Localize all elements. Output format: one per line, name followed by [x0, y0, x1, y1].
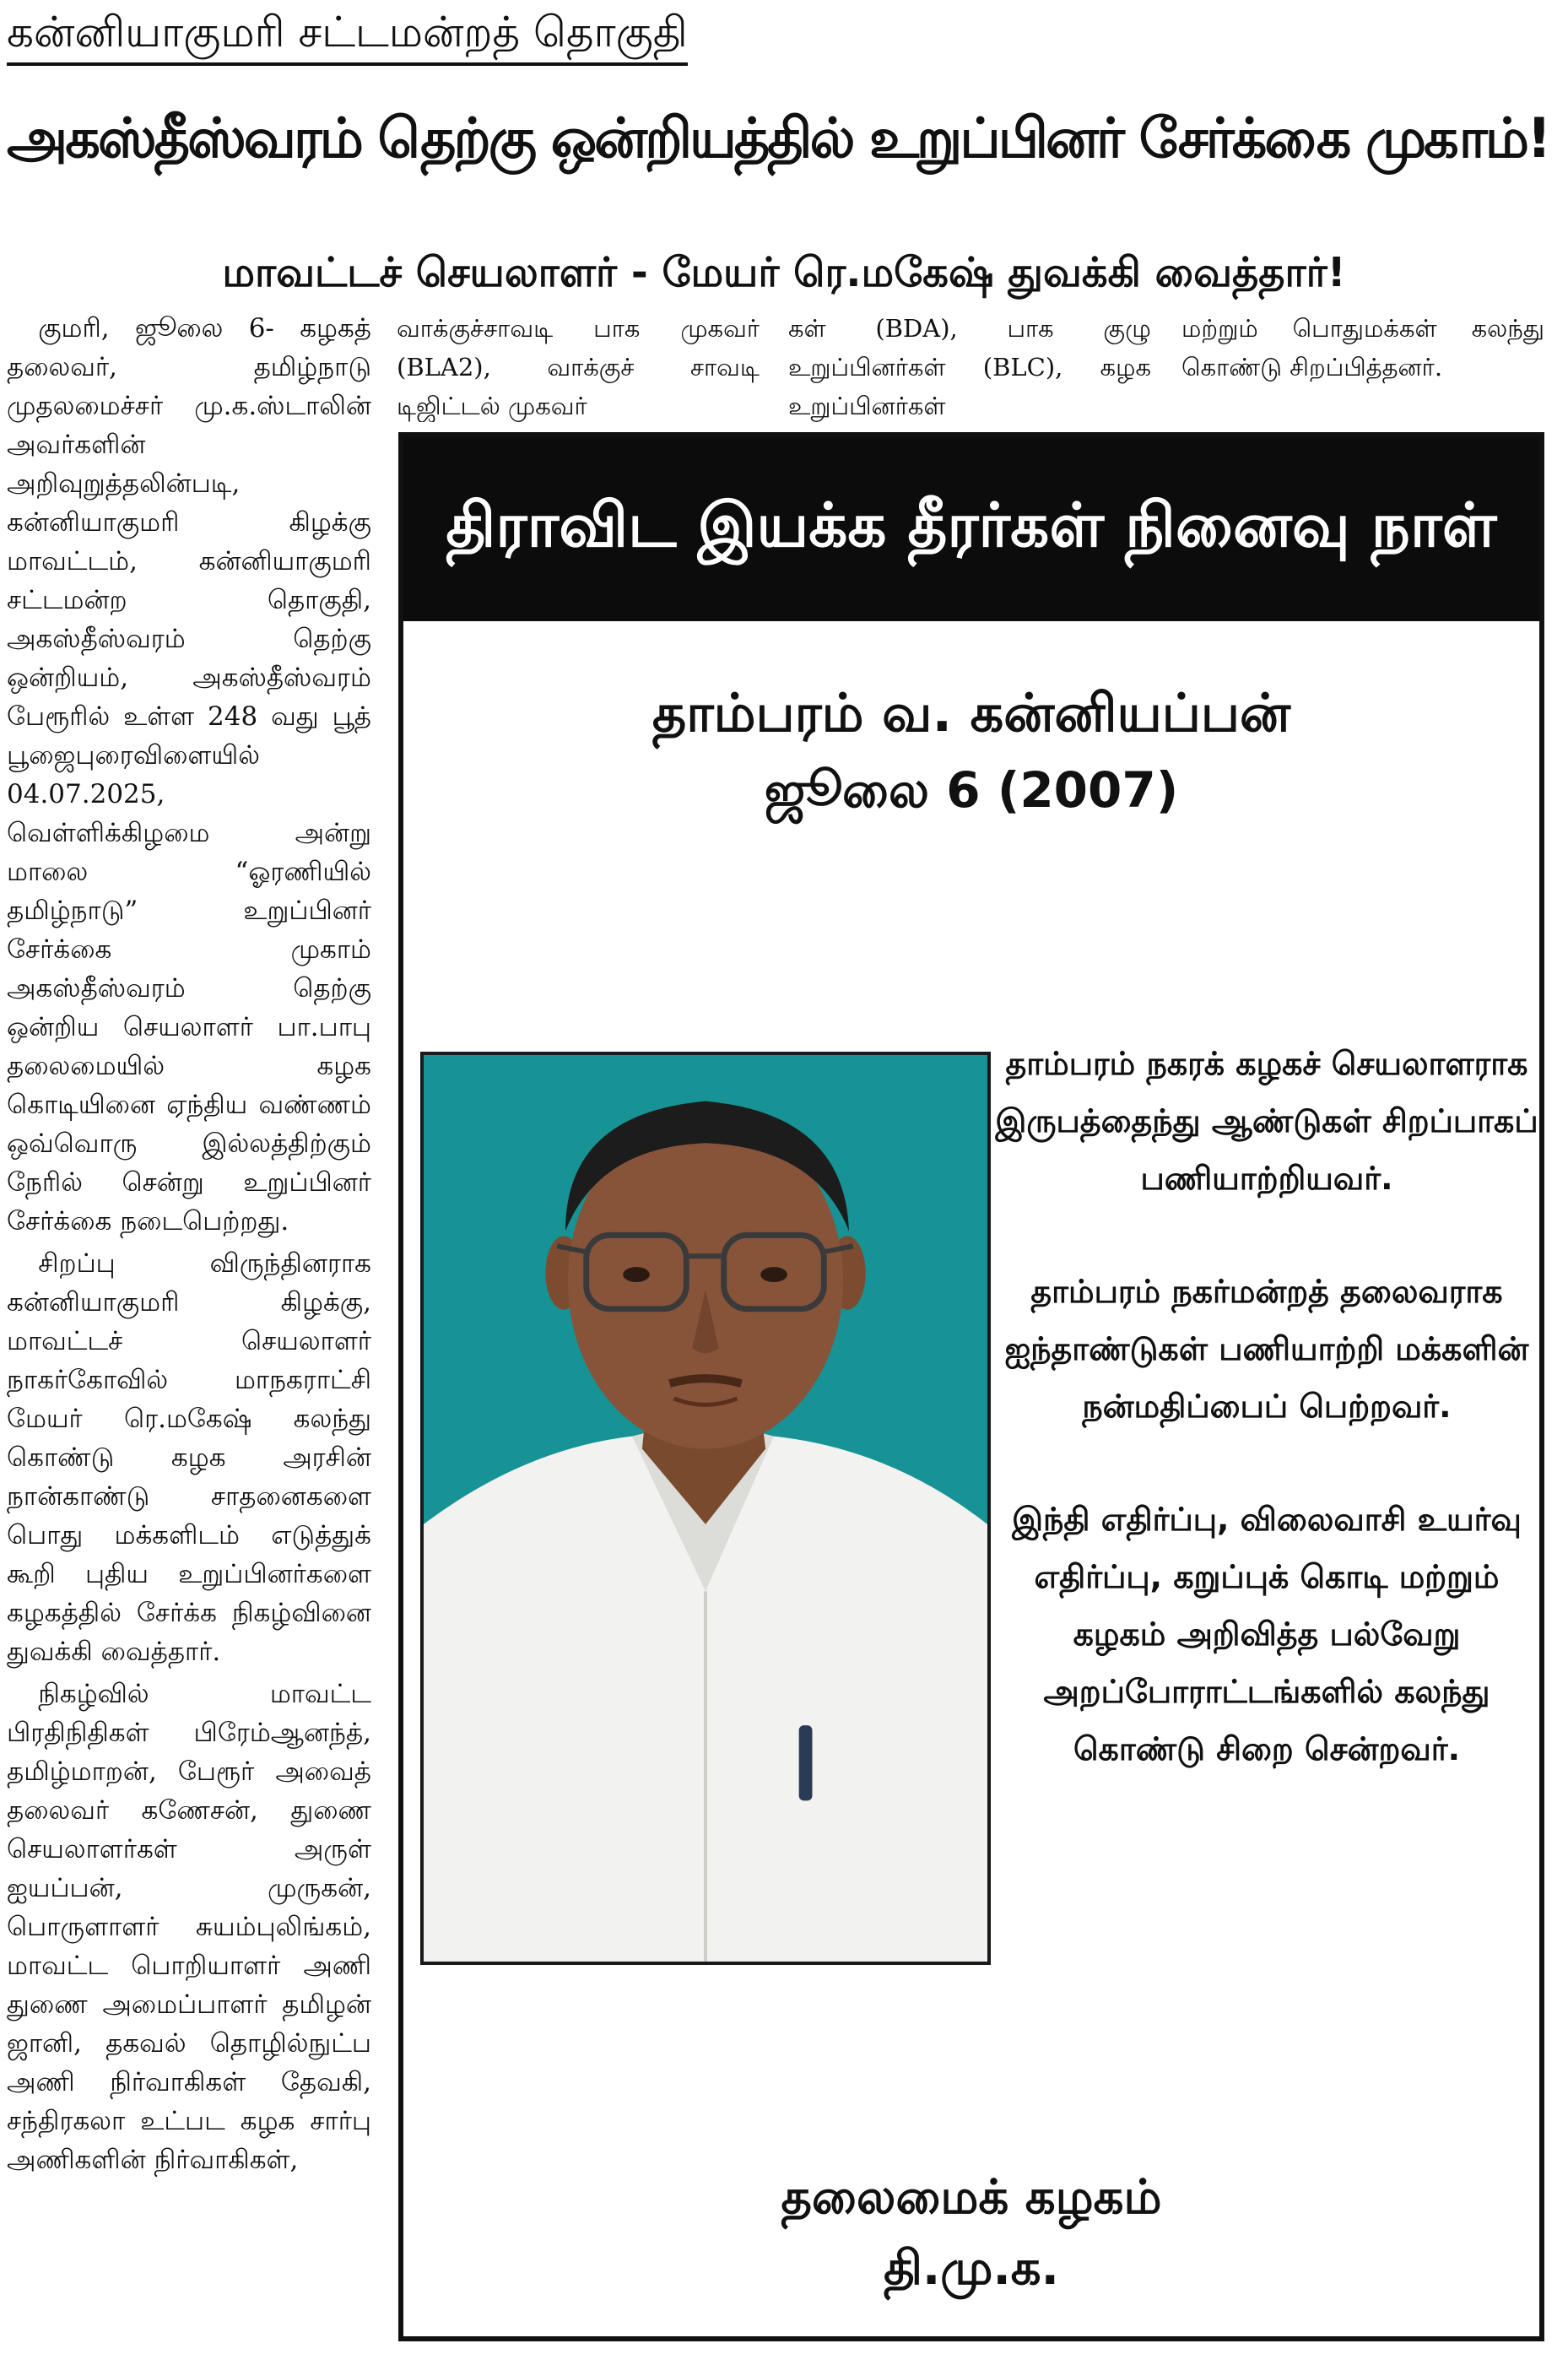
article-continuation-col-3: மற்றும் பொதுமக்கள் கலந்து கொண்டு சிறப்பித்தனர்.	[1181, 314, 1544, 382]
section-label: கன்னியாகுமரி சட்டமன்றத் தொகுதி	[7, 5, 688, 66]
footer-org-line: தலைமைக் கழகம்	[781, 2170, 1162, 2225]
headline: அகஸ்தீஸ்வரம் தெற்கு ஒன்றியத்தில் உறுப்பினர் சேர்க்கை முகாம்!	[7, 107, 1549, 170]
memorial-bio	[994, 1035, 1539, 1833]
bio-paragraph-3: இந்தி எதிர்ப்பு, விலைவாசி உயர்வு எதிர்ப்பு, கறுப்புக் கொடி மற்றும் கழகம் அறிவித்த பல்வேறு அறப்போராட்டங்களில் கலந்து கொண்டு சிறை சென்றவர்.	[1012, 1501, 1522, 1767]
article-paragraph-1: குமரி, ஜூலை 6- கழகத் தலைவர், தமிழ்நாடு முதலமைச்சர் மு.க.ஸ்டாலின் அவர்களின் அறிவுறுத்தலின்படி, கன்னியாகுமரி கிழக்கு மாவட்டம், கன்னியாகுமரி சட்டமன்ற தொகுதி, அகஸ்தீஸ்வரம் தெற்கு ஒன்றியம், அகஸ்தீஸ்வரம் பேரூரில் உள்ள 248 வது பூத் பூஜைபுரைவிளையில் 04.07.2025, வெள்ளிக்கிழமை அன்று மாலை “ஓரணியில் தமிழ்நாடு” உறுப்பினர் சேர்க்கை முகாம் அகஸ்தீஸ்வரம் தெற்கு ஒன்றிய செயலாளர் பா.பாபு தலைமையில் கழக கொடியினை ஏந்திய வண்ணம் ஒவ்வொரு இல்லத்திற்கும் நேரில் சென்று உறுப்பினர் சேர்க்கை நடைபெற்றது.	[7, 313, 371, 1237]
bio-paragraph-2: தாம்பரம் நகர்மன்றத் தலைவராக ஐந்தாண்டுகள் பணியாற்றி மக்களின் நன்மதிப்பைப் பெற்றவர்.	[1004, 1273, 1529, 1425]
subheadline: மாவட்டச் செயலாளர் - மேயர் ரெ.மகேஷ் துவக்கி வைத்தார்!	[222, 249, 1346, 296]
memorial-banner: திராவிட இயக்க தீரர்கள் நினைவு நாள்	[403, 437, 1539, 621]
memorial-footer	[403, 2162, 1539, 2304]
article-continuation-col-1: வாக்குச்சாவடி பாக முகவர் (BLA2), வாக்குச் சாவடி டிஜிட்டல் முகவர்	[397, 314, 760, 420]
bio-paragraph-1: தாம்பரம் நகரக் கழகச் செயலாளராக இருபத்தைந்து ஆண்டுகள் சிறப்பாகப் பணியாற்றியவர்.	[995, 1045, 1538, 1197]
article-paragraph-3: நிகழ்வில் மாவட்ட பிரதிநிதிகள் பிரேம்ஆனந்த், தமிழ்மாறன், பேரூர் அவைத் தலைவர் கணேசன், துணை செயலாளர்கள் அருள் ஐயப்பன், முருகன், பொருளாளர் சுயம்புலிங்கம், மாவட்ட பொறியாளர் அணி துணை அமைப்பாளர் தமிழன் ஜானி, தகவல் தொழில்நுட்ப அணி நிர்வாகிகள் தேவகி, சந்திரகலா உட்பட கழக சார்பு அணிகளின் நிர்வாகிகள்,	[7, 1679, 371, 2175]
article-continuation	[397, 309, 1553, 422]
portrait-photo	[420, 1052, 991, 1965]
memorial-name: தாம்பரம் வ. கன்னியப்பன்	[652, 682, 1291, 744]
memorial-date: ஜூலை 6 (2007)	[764, 761, 1179, 819]
article-column-left	[7, 309, 371, 2356]
article-paragraph-2: சிறப்பு விருந்தினராக கன்னியாகுமரி கிழக்கு, மாவட்டச் செயலாளர் நாகர்கோவில் மாநகராட்சி மேயர் ரெ.மகேஷ் கலந்து கொண்டு கழக அரசின் நான்காண்டு சாதனைகளை பொது மக்களிடம் எடுத்துக் கூறி புதிய உறுப்பினர்களை கழகத்தில் சேர்க்க நிகழ்வினை துவக்கி வைத்தார்.	[7, 1248, 371, 1667]
article-continuation-col-2: கள் (BDA), பாக குழு உறுப்பினர்கள் (BLC), கழக உறுப்பினர்கள்	[788, 314, 1151, 420]
footer-party-line: தி.மு.க.	[884, 2241, 1059, 2296]
memorial-notice	[398, 432, 1544, 2341]
